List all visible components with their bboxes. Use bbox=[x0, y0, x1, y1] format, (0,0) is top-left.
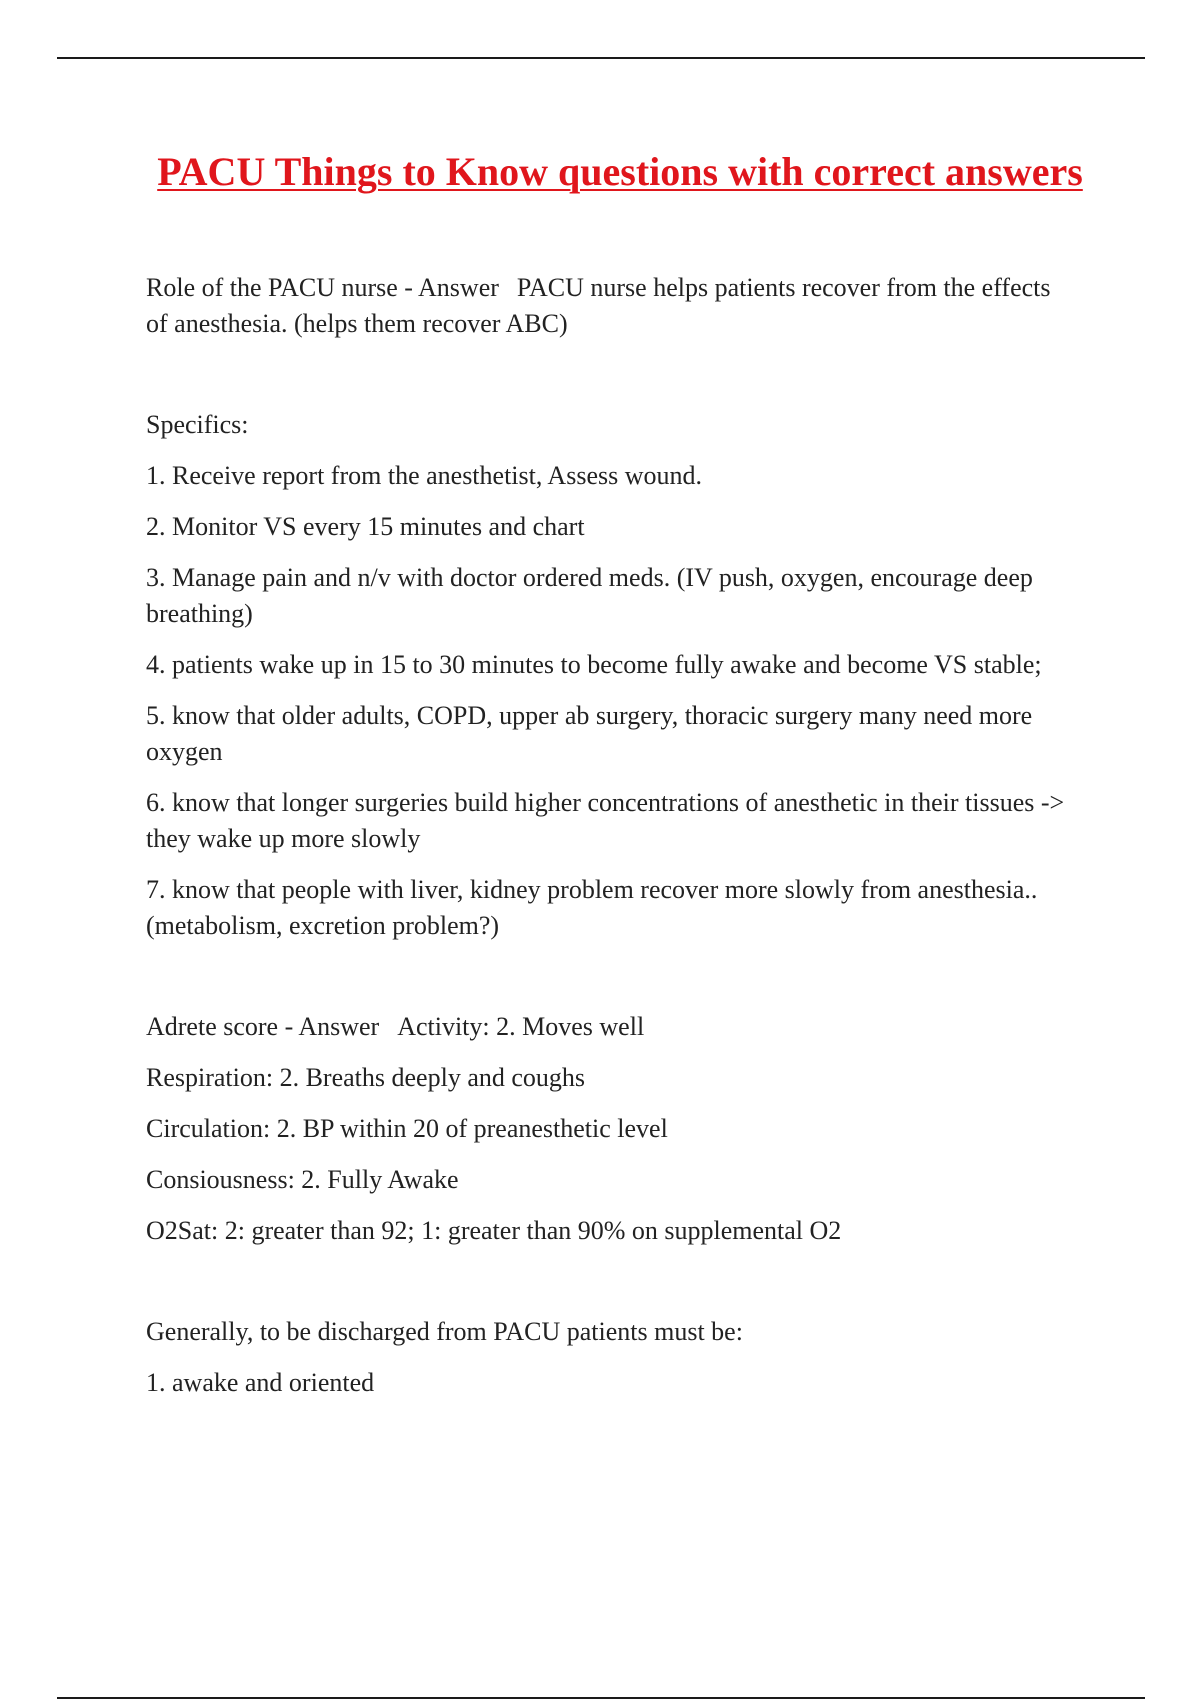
top-rule bbox=[57, 57, 1145, 59]
role-question bbox=[146, 270, 1066, 342]
specifics-item: 3. Manage pain and n/v with doctor ordered meds. (IV push, oxygen, encourage deep breathing) bbox=[146, 563, 1033, 628]
specifics-item: 1. Receive report from the anesthetist, Assess wound. bbox=[146, 461, 702, 490]
specifics-heading: Specifics: bbox=[146, 410, 249, 439]
role-answer-text: PACU nurse helps patients recover from the effects of anesthesia. (helps them recover ABC) bbox=[146, 273, 1051, 338]
adrete-item: Respiration: 2. Breaths deeply and coughs bbox=[146, 1063, 586, 1092]
specifics-item: 2. Monitor VS every 15 minutes and chart bbox=[146, 512, 585, 541]
specifics-item: 5. know that older adults, COPD, upper ab surgery, thoracic surgery many need more oxygen bbox=[146, 701, 1033, 766]
adrete-item: Circulation: 2. BP within 20 of preanesthetic level bbox=[146, 1114, 668, 1143]
adrete-question-text: Adrete score - Answer bbox=[146, 1012, 380, 1041]
adrete-question bbox=[146, 1009, 1066, 1045]
specifics-item: 7. know that people with liver, kidney problem recover more slowly from anesthesia.. (metabolism, excretion problem?) bbox=[146, 875, 1038, 940]
adrete-answer-text: Activity: 2. Moves well bbox=[397, 1012, 645, 1041]
discharge-item: 1. awake and oriented bbox=[146, 1368, 375, 1397]
page-title: PACU Things to Know questions with correct answers bbox=[157, 149, 1083, 194]
specifics-item: 4. patients wake up in 15 to 30 minutes to become fully awake and become VS stable; bbox=[146, 650, 1042, 679]
specifics-item: 6. know that longer surgeries build higher concentrations of anesthetic in their tissues -> they wake up more slowly bbox=[146, 788, 1065, 853]
adrete-item: Consiousness: 2. Fully Awake bbox=[146, 1165, 459, 1194]
document-body bbox=[146, 270, 1066, 1416]
adrete-item: O2Sat: 2: greater than 92; 1: greater than 90% on supplemental O2 bbox=[146, 1216, 842, 1245]
role-question-text: Role of the PACU nurse - Answer bbox=[146, 273, 499, 302]
discharge-heading: Generally, to be discharged from PACU patients must be: bbox=[146, 1317, 743, 1346]
bottom-rule bbox=[57, 1697, 1145, 1699]
